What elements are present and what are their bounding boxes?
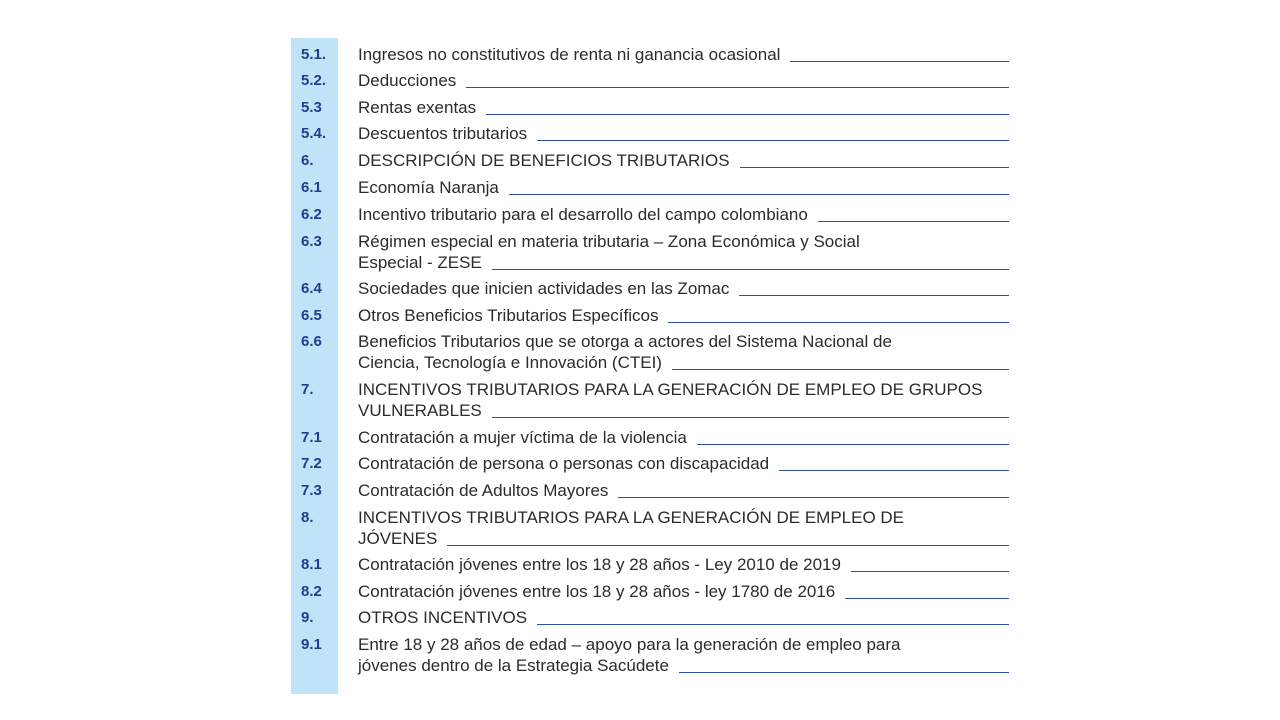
toc-entry-number: 6.1 [301,179,322,196]
toc-entry-number: 6.5 [301,307,322,324]
toc-entry-title [358,607,1009,628]
toc-entry-number: 9. [301,609,314,626]
toc-entry-number: 5.4. [301,125,327,142]
leader-line [672,369,1009,370]
toc-entry-number: 5.1. [301,46,327,63]
toc-entry-title [358,204,1009,225]
toc-entry-title [358,97,1009,118]
leader-line [679,672,1009,673]
leader-line [739,295,1009,296]
toc-entry-title-line: Contratación jóvenes entre los 18 y 28 años - ley 1780 de 2016 [358,582,836,601]
toc-entry-title-line: JÓVENES [358,529,438,548]
toc-entry-title-line: jóvenes dentro de la Estrategia Sacúdete [358,656,669,675]
toc-entry-title-line: Incentivo tributario para el desarrollo del campo colombiano [358,205,808,224]
toc-entry-title-line: Economía Naranja [358,178,499,197]
toc-entry-title [358,278,1009,299]
leader-line [790,61,1009,62]
toc-entry-title-line: Sociedades que inicien actividades en las Zomac [358,279,730,298]
toc-entry-title-line: Contratación de Adultos Mayores [358,481,609,500]
toc-entry-title [358,634,1009,676]
leader-line [486,114,1009,115]
toc-entry-title-line: DESCRIPCIÓN DE BENEFICIOS TRIBUTARIOS [358,151,730,170]
toc-entry-title-line: Ingresos no constitutivos de renta ni ganancia ocasional [358,45,781,64]
toc-entry-number: 6.3 [301,233,322,250]
leader-line [818,221,1009,222]
toc-entry-number: 5.3 [301,99,322,116]
toc-entry-number: 6. [301,152,314,169]
leader-line [492,417,1009,418]
leader-line [492,269,1009,270]
toc-entry-number: 9.1 [301,636,322,653]
toc-entry-title [358,554,1009,575]
toc-entry-title [358,453,1009,474]
toc-entry-number: 8. [301,509,314,526]
toc-entry-title-line: INCENTIVOS TRIBUTARIOS PARA LA GENERACIÓN DE EMPLEO DE GRUPOS [358,380,983,399]
toc-entry-title-line: Rentas exentas [358,98,477,117]
toc-entry-title-line: OTROS INCENTIVOS [358,608,528,627]
toc-entry-number: 8.2 [301,583,322,600]
toc-entry-title-line: INCENTIVOS TRIBUTARIOS PARA LA GENERACIÓN DE EMPLEO DE [358,508,905,527]
toc-entry-title-line: Beneficios Tributarios que se otorga a actores del Sistema Nacional de [358,332,892,351]
leader-line [509,194,1009,195]
toc-entry-title-line: Entre 18 y 28 años de edad – apoyo para la generación de empleo para [358,635,901,654]
leader-line [740,167,1009,168]
toc-entry-number: 6.4 [301,280,322,297]
toc-entry-number: 8.1 [301,556,322,573]
leader-line [447,545,1009,546]
toc-entry-title-line: Especial - ZESE [358,253,482,272]
toc-entry-title [358,44,1009,65]
toc-entry-title [358,70,1009,91]
toc-entry-number: 7.3 [301,482,322,499]
toc-entry-title [358,177,1009,198]
leader-line [466,87,1009,88]
toc-entry-title-line: Contratación jóvenes entre los 18 y 28 años - Ley 2010 de 2019 [358,555,841,574]
toc-entry-title [358,480,1009,501]
toc-entry-title [358,581,1009,602]
toc-entry-title [358,231,1009,273]
toc-entry-number: 5.2. [301,72,327,89]
toc-entry-title [358,507,1009,549]
toc-entry-title-line: Ciencia, Tecnología e Innovación (CTEI) [358,353,662,372]
toc-entry-title-line: VULNERABLES [358,401,482,420]
leader-line [537,140,1009,141]
toc-entry-title-line: Otros Beneficios Tributarios Específicos [358,306,659,325]
leader-line [668,322,1009,323]
leader-line [618,497,1009,498]
leader-line [779,470,1009,471]
toc-entry-number: 7. [301,381,314,398]
leader-line [851,571,1009,572]
toc-entry-number: 6.2 [301,206,322,223]
toc-entry-title [358,150,1009,171]
leader-line [697,444,1009,445]
toc-entry-number: 7.1 [301,429,322,446]
toc-entry-title-line: Deducciones [358,71,457,90]
toc-entry-number: 6.6 [301,333,322,350]
toc-entry-title [358,331,1009,373]
toc-entry-title-line: Descuentos tributarios [358,124,528,143]
toc-entry-title [358,379,1009,421]
toc-entry-title-line: Contratación a mujer víctima de la violencia [358,428,687,447]
toc-entry-title [358,427,1009,448]
leader-line [845,598,1009,599]
toc-entry-title-line: Régimen especial en materia tributaria – Zona Económica y Social [358,232,860,251]
toc-entry-title-line: Contratación de persona o personas con discapacidad [358,454,770,473]
toc-entry-number: 7.2 [301,455,322,472]
toc-entry-title [358,123,1009,144]
leader-line [537,624,1009,625]
toc-entry-title [358,305,1009,326]
